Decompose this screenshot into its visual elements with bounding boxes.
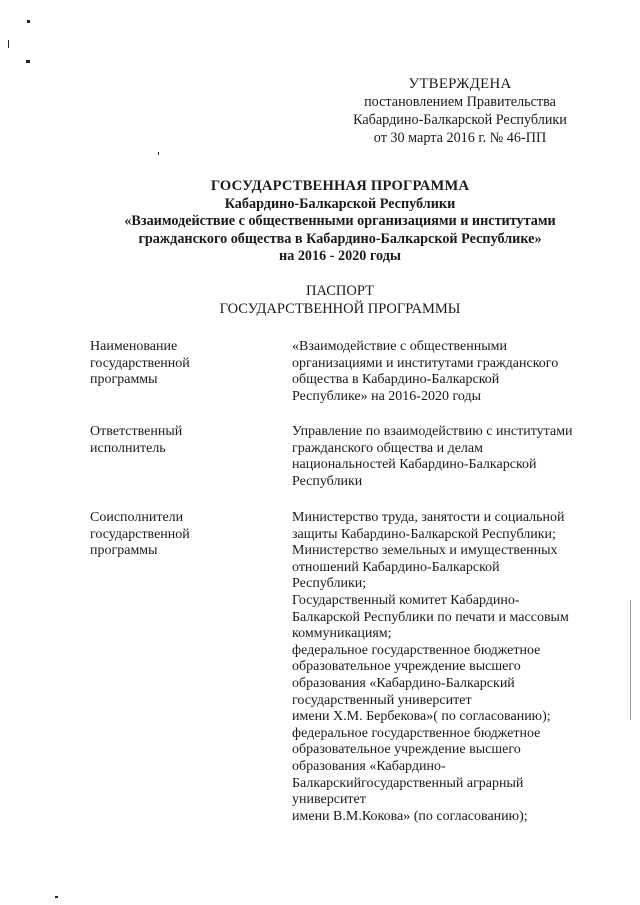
row-value-line: образовательное учреждение высшего bbox=[292, 742, 521, 758]
row-value-line: гражданского общества и делам bbox=[292, 440, 483, 456]
passport-heading-line: ПАСПОРТ bbox=[306, 283, 374, 299]
row-value-line: отношений Кабардино-Балкарской bbox=[292, 559, 500, 575]
scan-speck bbox=[27, 20, 30, 23]
row-value-line: Министерство земельных и имущественных bbox=[292, 543, 558, 559]
program-title bbox=[40, 178, 640, 266]
row-label-line: государственной bbox=[90, 355, 190, 371]
row-value-line: образовательное учреждение высшего bbox=[292, 659, 521, 675]
scan-speck bbox=[158, 152, 159, 155]
row-label bbox=[90, 424, 280, 457]
row-value-line: федеральное государственное бюджетное bbox=[292, 642, 541, 658]
approval-line: Кабардино-Балкарской Республики bbox=[353, 112, 567, 128]
program-title-line: Кабардино-Балкарской Республики bbox=[224, 195, 456, 212]
row-value-line: имени В.М.Кокова» (по согласованию); bbox=[292, 808, 528, 824]
row-value-line: университет bbox=[292, 792, 366, 808]
row-label bbox=[90, 510, 280, 560]
approval-line: постановлением Правительства bbox=[364, 94, 556, 110]
row-label-line: Ответственный bbox=[90, 424, 183, 439]
approval-block bbox=[330, 75, 590, 147]
approval-line: от 30 марта 2016 г. № 46-ПП bbox=[373, 130, 547, 146]
row-value-line: образования «Кабардино- bbox=[292, 758, 446, 774]
row-value-line: Балкарскийгосударственный аграрный bbox=[292, 775, 524, 791]
row-value-line: Республике» на 2016-2020 годы bbox=[292, 388, 481, 404]
row-value-line: национальностей Кабардино-Балкарской bbox=[292, 457, 537, 473]
scan-speck bbox=[8, 40, 9, 48]
program-title-line: гражданского общества в Кабардино-Балкарской Республике» bbox=[138, 230, 542, 247]
row-value-line: организациями и институтами гражданского bbox=[292, 355, 559, 371]
row-value-line: «Взаимодействие с общественными bbox=[292, 339, 508, 354]
program-title-line: «Взаимодействие с общественными организациями и институтами bbox=[124, 213, 556, 229]
program-title-main: ГОСУДАРСТВЕННАЯ ПРОГРАММА bbox=[210, 178, 470, 194]
program-title-line: на 2016 - 2020 годы bbox=[279, 248, 401, 264]
row-value-line: защиты Кабардино-Балкарской Республики; bbox=[292, 526, 556, 542]
row-value bbox=[292, 510, 612, 825]
row-value-line: имени Х.М. Бербекова»( по согласованию); bbox=[292, 709, 551, 725]
row-label-line: Наименование bbox=[90, 339, 178, 354]
row-value-line: Республики; bbox=[292, 576, 367, 592]
approval-heading: УТВЕРЖДЕНА bbox=[408, 76, 512, 92]
row-value-line: государственный университет bbox=[292, 692, 472, 708]
row-value-line: федеральное государственное бюджетное bbox=[292, 725, 541, 741]
row-value bbox=[292, 339, 612, 405]
row-label-line: исполнитель bbox=[90, 440, 166, 456]
passport-heading-line: ГОСУДАРСТВЕННОЙ ПРОГРАММЫ bbox=[219, 300, 461, 317]
row-value bbox=[292, 424, 612, 490]
scan-speck bbox=[630, 600, 631, 720]
row-value-line: Балкарской Республики по печати и массовым bbox=[292, 609, 569, 625]
scan-speck bbox=[55, 896, 58, 898]
row-label bbox=[90, 339, 280, 389]
row-value-line: образования «Кабардино-Балкарский bbox=[292, 675, 515, 691]
row-label-line: программы bbox=[90, 372, 158, 388]
passport-heading bbox=[40, 283, 640, 318]
row-value-line: общества в Кабардино-Балкарской bbox=[292, 372, 500, 388]
row-label-line: программы bbox=[90, 543, 158, 559]
row-value-line: Республики bbox=[292, 473, 363, 489]
row-value-line: Государственный комитет Кабардино- bbox=[292, 592, 520, 608]
row-value-line: Управление по взаимодействию с институтами bbox=[292, 424, 573, 439]
row-value-line: коммуникациям; bbox=[292, 626, 392, 642]
scan-speck bbox=[26, 60, 30, 63]
row-label-line: государственной bbox=[90, 526, 190, 542]
row-label-line: Соисполнители bbox=[90, 510, 184, 525]
row-value-line: Министерство труда, занятости и социальной bbox=[292, 510, 565, 525]
